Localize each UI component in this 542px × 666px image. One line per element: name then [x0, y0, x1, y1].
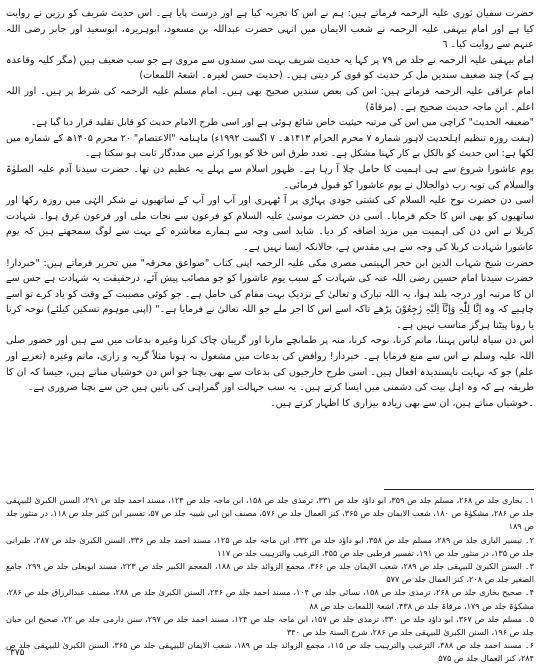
- footnote: ۶۔ مسند احمد جلد ص ۳۸۸، الترغیب والترہیب جلد ص ۱۱۵، مجمع الزوائد جلد ص ۱۸۹، شعب الایمان للبیہقی جلد ص ۳۶۵، السنن الکبریٰ للبیہقی جلد ص ۲۸۴، کنز العمال جلد ص ۵۷۵: [6, 640, 534, 664]
- footnote-divider: [384, 489, 534, 490]
- main-text: [6, 6, 534, 481]
- paragraph: حضرت سفیان ثوری علیہ الرحمہ فرماتے ہیں: ہم نے اس کا تجربہ کیا ہے اور درست پایا ہے۔ اس حدیث شریف کو رزین نے روایت کیا ہے اور امام بیہقی علیہ الرحمہ نے شعب الایمان میں انہی حضرت عبداللہ بن مسعود، ابوہریرہ، ابوسعید اور جابر رضی اللہ عنہم سے روایت کیا۔ ٦: [6, 8, 534, 51]
- paragraph: امام عراقی علیہ الرحمہ فرماتے ہیں: اس کی بعض سندیں صحیح بھی ہیں۔ امام مسلم علیہ الرحمہ کی شرط پر ہیں۔ اور اللہ اعلم۔ ابن ماجہ حدیث صحیح ہے۔ (مرقاۃ): [6, 85, 534, 113]
- footnote: ۵۔ مسلم جلد ص ۳۶۷، ابو داؤد جلد ص ۳۳۰، ترمذی جلد ص ۱۵۷، ابن ماجہ جلد ص ۱۲۴، مسند احمد جلد ص ۲۹۷، سنن دارمی جلد ص ۲۲، صحیح ابن حبان جلد ص ۱۹۶، السنن الکبریٰ للبیہقی جلد ص ۲۸۶، شرح السنۃ جلد ص ۳۴۰: [6, 613, 534, 638]
- quoted-paragraph: "ضعیفہ الحدیث" کراچی میں اس کی مرتبہ حیثیت خاص شائع ہوئی ہے اور اسی طرح الامام حدیث کو قابل تقلید قرار دیا گیا ہے۔: [30, 117, 534, 129]
- paragraph: اسی دن حضرت نوح علیہ السلام کی کشتی جودی پہاڑی پر آ ٹھہری اور آپ اور آپ کے ساتھیوں نے شکر الہٰی میں روزہ رکھا اور ساتھیوں کو بھی اس کا حکم فرمایا۔ اسی دن حضرت موسیٰ علیہ السلام کو فرعون سے نجات ملی اور فرعون غرق ہوا۔ شہادت کربلا نے اس دن کی اہمیت میں مزید اضافہ کر دیا۔ شاید اسی وجہ سے ہمارے معاشرہ کے بہت سے لوگ سمجھتے ہیں کہ یوم عاشورا شہادت کربلا کی وجہ سے ہی مقدس ہے، حالانکہ ایسا نہیں ہے۔: [6, 195, 534, 253]
- footnote: ۱۔ بخاری جلد ص ۲۶۸، مسلم جلد ص ۳۵۹، ابو داؤد جلد ص ۳۳۱، ترمذی جلد ص ۱۵۸، ابن ماجہ جلد ص ۱۲۴، مسند احمد جلد ص ۲۹۱، السنن الکبریٰ للبیہقی جلد ص ۲۸۶، مشکوٰۃ ص ۱۸۰، شعب الایمان جلد ص ۳۶۵، کنز العمال جلد ص ۵۷۶، مصنف ابن ابی شیبہ جلد ص ۵۷، تفسیر ابن کثیر جلد ص ۱۱۸، در منثور جلد ص ۱۸۹: [6, 495, 535, 532]
- footnote: ۴۔ صحیح بخاری جلد ص ۲۶۸، ترمذی جلد ص ۱۵۸، نسائی جلد ص ۱۰۴، مسند احمد جلد ص ۲۴۶، السنن الکبریٰ جلد ص ۲۸۸، مصنف عبدالرزاق جلد ص ۲۸۶، مشکوٰۃ جلد ص ۱۷۹، مرقاۃ جلد ص ۴۳۸، اشعۃ اللمعات جلد ص ۸۸: [6, 587, 534, 611]
- paragraph: امام بیہقی علیہ الرحمہ نے جلد ص ۷۹ پر کہا یہ حدیث شریف بہت سی سندوں سے مروی ہے جو سب ضعیف ہیں (مگر کلیہ وقاعدہ ہے کہ) چند ضعیف سندیں مل کر حدیث کو قوی کر دیتی ہیں۔ (حدیث حسن لغیرہ۔ اشعۃ اللمعات): [6, 54, 534, 82]
- page-number: ۳۷۵: [10, 648, 25, 658]
- paragraph: یوم عاشورا شروع سے ہی اہمیت کا حامل چلا آ رہا ہے۔ ظہور اسلام سے پہلے یہ عظیم دن تھا۔ حضرت سیدنا آدم علیہ الصلوٰۃ والسلام کی توبہ رب ذوالجلال نے یوم عاشورا کو قبول فرمائی۔: [6, 163, 534, 191]
- footnote: ۳۔ السنن الکبریٰ للبیہقی جلد ص ۲۸۹، شعب الایمان جلد ص ۳۶۶، مجمع الزوائد جلد ص ۱۸۸، المعجم الکبیر جلد ص ۲۲۳، مسند ابویعلی جلد ص ۲۹۹، جامع الصغیر جلد ص ۲۰۸، کنز العمال جلد ص ۵۷۷: [6, 561, 534, 585]
- paragraph: ۔خوشیاں مناتے ہیں، ان سے بھی زیادہ بیزاری کا اظہار کرتے ہیں۔: [270, 397, 534, 409]
- footnote: ۲۔ تیسیر الباری جلد ص ۲۸۹، مسلم جلد ص ۳۵۸، ابو داؤد جلد ص ۳۳۲، ابن ماجہ جلد ص ۱۲۵، مسند احمد جلد ص ۳۳۶، السنن الکبریٰ جلد ص ۲۸۷، طبرانی جلد ص ۱۳۵، در منثور جلد ص ۱۹۱، تفسیر قرطبی جلد ص ۴۵۵، الترغیب والترہیب جلد ص ۱۱۷: [6, 534, 534, 558]
- paragraph: حضرت شیخ شہاب الدین ابن حجر الہیتمی مصری مکی علیہ الرحمہ اپنی کتاب "صواعق محرقہ" میں تحریر فرماتے ہیں: "خبردار! حضرت سیدنا امام حسین رضی اللہ عنہ کی شہادت کے سبب یوم عاشورا کو جو مصائب پیش آئے، درحقیقت یہ شہادت ہے جس سے ان کا مرتبہ اور درجہ بلند ہوا، یہ اللہ تبارک و تعالیٰ کے نزدیک بہت مقام کی حامل ہے۔ جو کوئی مصیبت کے وقت کو یاد کرے تو اسے چاہیے کہ وہ اِنَّا لِلّٰہِ وَاِنَّآ اِلَیْہِ رٰجِعُوْنَ پڑھے تاکہ اسے اس کا اجر ملے جو اللہ تعالیٰ نے فرمایا ہے۔" (اپنی موہوم تسکین کیلئے) نوحہ کرنا یا رونا پیٹنا ہرگز مناسب نہیں ہے۔: [6, 257, 534, 331]
- quoted-paragraph: (ہفت روزہ تنظیم اہلحدیث لاہور شمارہ ۷ محرم الحرام ۱۴۱۳ھ۔ ۷ اگست ۱۹۹۲ء) ماہنامہ "الاعتصام" ۲۰ محرم ۱۴۰۵ھ کے شمارہ میں لکھا ہے: اس حدیث کو بالکل بے کار کہنا مشکل ہے۔ تعدد طرق اس خلا کو پورا کرنے میں مددگار ثابت ہو سکتا ہے۔: [6, 132, 534, 160]
- paragraph: اس دن سیاہ لباس پہننا، ماتم کرنا، نوحہ کرنا، منہ پر طمانچے مارنا اور گریبان چاک کرنا وغیرہ بدعات میں سے ہیں اور حضور صلی اللہ علیہ وسلم نے اس سے منع فرمایا ہے۔ خبردار! روافض کی بدعات میں مشغول نہ ہونا مثلاً گریہ و زاری، ماتم وغیرہ (تعزیے اور علم) جو کہ نہایت ناپسندیدہ افعال ہیں۔ اسی طرح خارجیوں کی بدعات سے بھی بچنا جو اس دن خوشیاں مناتے ہیں، جیسا کہ ان کا طریقہ ہے کہ وہ اہل بیت کی دشمنی میں ایسا کرتے ہیں۔ یہ سب جہالت اور گمراہی کی باتیں ہیں جن سے بچنا ضروری ہے۔: [6, 335, 534, 394]
- book-page: [6, 6, 535, 664]
